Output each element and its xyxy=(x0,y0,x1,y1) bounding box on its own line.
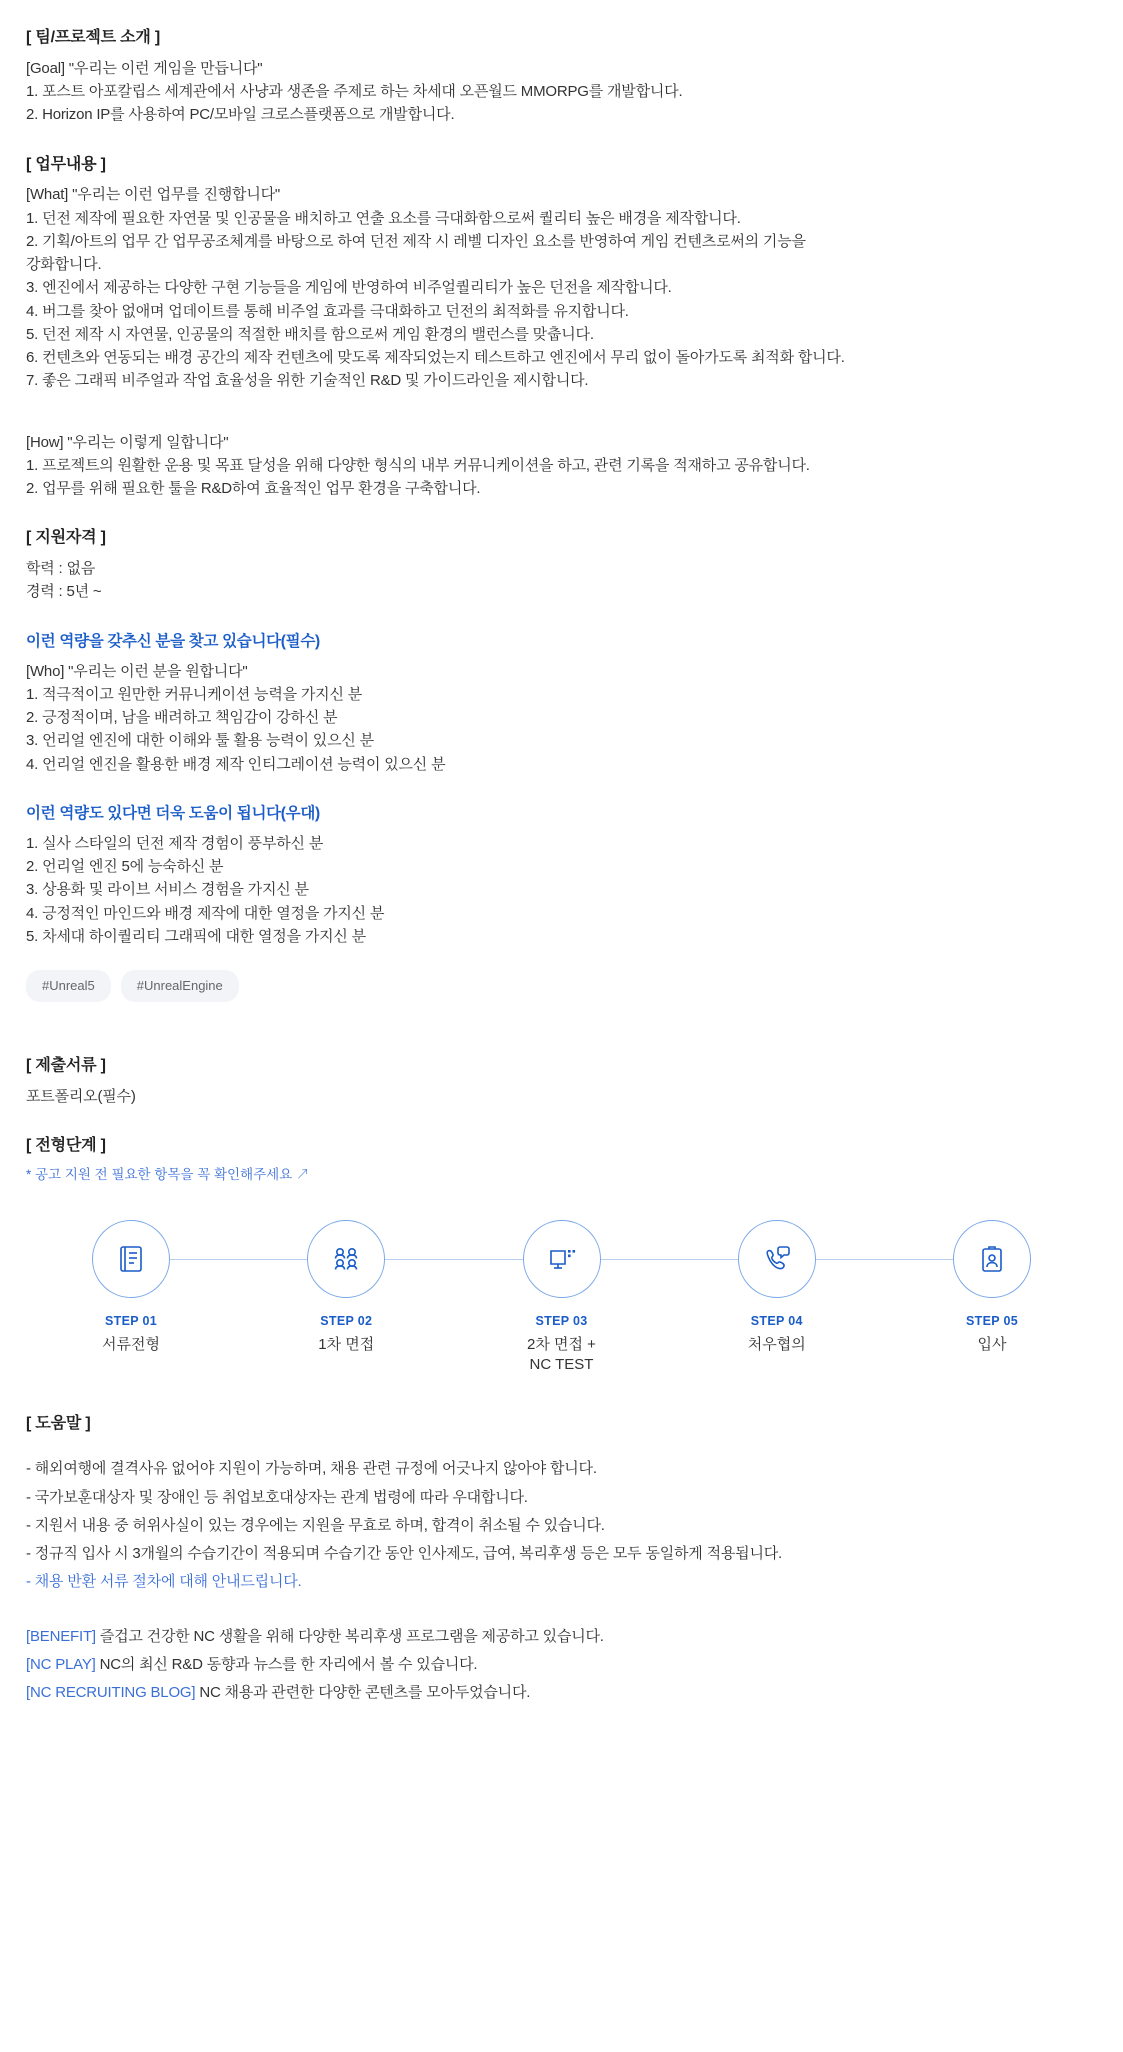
documents-section xyxy=(26,1054,1097,1108)
help-line: - 국가보훈대상자 및 장애인 등 취업보호대상자는 관계 법령에 따라 우대합니다. xyxy=(26,1488,528,1506)
spacer xyxy=(26,604,1097,630)
spacer xyxy=(26,1443,1097,1457)
phone-chat-icon xyxy=(760,1242,794,1276)
preferred-skills-line: 1. 실사 스타일의 던전 제작 경험이 풍부하신 분 xyxy=(26,834,324,852)
process-step-5 xyxy=(917,1220,1067,1374)
id-badge-icon xyxy=(975,1242,1009,1276)
required-skills-section xyxy=(26,630,1097,776)
preferred-skills-line: 4. 긍정적인 마인드와 배경 제작에 대한 열정을 가지신 분 xyxy=(26,904,385,922)
step-number: STEP 05 xyxy=(966,1314,1018,1329)
required-skills-line: 4. 언리얼 엔진을 활용한 배경 제작 인티그레이션 능력이 있으신 분 xyxy=(26,755,446,773)
footer-link-row[interactable] xyxy=(26,1653,1097,1676)
required-skills-line: 2. 긍정적이며, 남을 배려하고 책임감이 강하신 분 xyxy=(26,709,338,727)
work-how-line: 1. 프로젝트의 원활한 운용 및 목표 달성을 위해 다양한 형식의 내부 커뮤니케이션을 하고, 관련 기록을 적재하고 공유합니다. xyxy=(26,456,810,474)
work-what-line: 강화합니다. xyxy=(26,256,102,274)
step-label: 입사 xyxy=(977,1336,1007,1354)
qualification-line: 학력 : 없음 xyxy=(26,560,96,578)
process-step-3 xyxy=(487,1220,637,1374)
help-section xyxy=(26,1412,1097,1593)
step-circle xyxy=(738,1220,816,1298)
step-circle xyxy=(523,1220,601,1298)
intro-line: [Goal] "우리는 이런 게임을 만듭니다" xyxy=(26,59,263,77)
step-label: 1차 면접 xyxy=(318,1336,375,1354)
spacer xyxy=(26,1374,1097,1412)
preferred-skills-section xyxy=(26,802,1097,1002)
footer-link-label[interactable]: [BENEFIT] xyxy=(26,1627,96,1645)
required-skills-heading: 이런 역량을 갖추신 분을 찾고 있습니다(필수) xyxy=(26,632,320,650)
intro-line: 1. 포스트 아포칼립스 세계관에서 사냥과 생존을 주제로 하는 차세대 오픈월드 MMORPG를 개발합니다. xyxy=(26,83,683,101)
footer-link-label[interactable]: [NC RECRUITING BLOG] xyxy=(26,1684,196,1701)
step-label: 처우협의 xyxy=(747,1336,806,1354)
qualification-heading: [ 지원자격 ] xyxy=(26,529,106,547)
spacer xyxy=(26,500,1097,526)
preferred-skills-line: 5. 차세대 하이퀄리티 그래픽에 대한 열정을 가지신 분 xyxy=(26,927,366,945)
footer-link-text: NC 채용과 관련한 다양한 콘텐츠를 모아두었습니다. xyxy=(195,1684,531,1701)
step-circle xyxy=(307,1220,385,1298)
documents-line: 포트폴리오(필수) xyxy=(26,1088,136,1106)
work-what-line: 3. 엔진에서 제공하는 다양한 구현 기능들을 게임에 반영하여 비주얼퀄리티가 높은 던전을 제작합니다. xyxy=(26,279,672,297)
tag-item[interactable]: #UnrealEngine xyxy=(121,970,239,1002)
tag-item[interactable]: #Unreal5 xyxy=(26,970,111,1002)
step-label xyxy=(487,1335,637,1374)
tag-list xyxy=(26,970,1097,1002)
process-note-link[interactable]: * 공고 지원 전 필요한 항목을 꼭 확인해주세요 ↗ xyxy=(26,1167,310,1183)
work-how-line: [How] "우리는 이렇게 일합니다" xyxy=(26,433,229,451)
step-number: STEP 04 xyxy=(750,1314,803,1329)
footer-link-row[interactable] xyxy=(26,1625,1097,1648)
step-label-line1: 2차 면접 + xyxy=(527,1336,596,1354)
spacer xyxy=(26,393,1097,431)
step-number: STEP 01 xyxy=(105,1314,157,1329)
footer-link-label[interactable]: [NC PLAY] xyxy=(26,1655,96,1673)
intro-heading: [ 팀/프로젝트 소개 ] xyxy=(26,29,161,46)
footer-links-section xyxy=(26,1625,1097,1705)
work-how-line: 2. 업무를 위해 필요한 툴을 R&D하여 효율적인 업무 환경을 구축합니다. xyxy=(26,480,481,498)
preferred-skills-heading: 이런 역량도 있다면 더욱 도움이 됩니다(우대) xyxy=(26,804,320,822)
intro-line: 2. Horizon IP를 사용하여 PC/모바일 크로스플랫폼으로 개발합니다. xyxy=(26,106,455,124)
intro-section xyxy=(26,26,1097,127)
step-circle xyxy=(92,1220,170,1298)
help-link-line[interactable]: - 채용 반환 서류 절차에 대해 안내드립니다. xyxy=(26,1573,302,1591)
qualification-line: 경력 : 5년 ~ xyxy=(26,583,102,601)
work-what-line: 1. 던전 제작에 필요한 자연물 및 인공물을 배치하고 연출 요소를 극대화함으로써 퀄리티 높은 배경을 제작합니다. xyxy=(26,209,741,227)
process-steps xyxy=(26,1220,1097,1374)
footer-link-text: NC의 최신 R&D 동향과 뉴스를 한 자리에서 볼 수 있습니다. xyxy=(95,1655,478,1673)
spacer xyxy=(26,1002,1097,1054)
work-what-line: 7. 좋은 그래픽 비주얼과 작업 효율성을 위한 기술적인 R&D 및 가이드라인을 제시합니다. xyxy=(26,372,589,390)
work-what-line: 6. 컨텐츠와 연동되는 배경 공간의 제작 컨텐츠에 맞도록 제작되었는지 테스트하고 엔진에서 무리 없이 돌아가도록 최적화 합니다. xyxy=(26,349,845,367)
required-skills-line: [Who] "우리는 이런 분을 원합니다" xyxy=(26,662,248,680)
qualification-section xyxy=(26,526,1097,603)
required-skills-line: 3. 언리얼 엔진에 대한 이해와 툴 활용 능력이 있으신 분 xyxy=(26,732,374,750)
process-section xyxy=(26,1134,1097,1374)
step-number: STEP 03 xyxy=(535,1314,588,1329)
help-line: - 정규직 입사 시 3개월의 수습기간이 적용되며 수습기간 동안 인사제도, 급여, 복리후생 등은 모두 동일하게 적용됩니다. xyxy=(26,1545,782,1562)
preferred-skills-line: 3. 상용화 및 라이브 서비스 경험을 가지신 분 xyxy=(26,881,309,899)
document-icon xyxy=(114,1242,148,1276)
spacer xyxy=(26,1599,1097,1625)
spacer xyxy=(26,127,1097,153)
work-what-line: 2. 기획/아트의 업무 간 업무공조체계를 바탕으로 하여 던전 제작 시 레벨 디자인 요소를 반영하여 게임 컨텐츠로써의 기능을 xyxy=(26,232,806,250)
preferred-skills-line: 2. 언리얼 엔진 5에 능숙하신 분 xyxy=(26,858,224,876)
required-skills-line: 1. 적극적이고 원만한 커뮤니케이션 능력을 가지신 분 xyxy=(26,685,363,703)
work-heading: [ 업무내용 ] xyxy=(26,155,106,173)
process-heading: [ 전형단계 ] xyxy=(26,1137,106,1155)
step-label: 서류전형 xyxy=(102,1336,160,1354)
work-what-line: [What] "우리는 이런 업무를 진행합니다" xyxy=(26,186,281,204)
step-circle xyxy=(953,1220,1031,1298)
documents-heading: [ 제출서류 ] xyxy=(26,1057,106,1075)
step-label-line2: NC TEST xyxy=(529,1355,594,1373)
people-icon xyxy=(329,1242,363,1276)
footer-link-text: 즐겁고 건강한 NC 생활을 위해 다양한 복리후생 프로그램을 제공하고 있습니다. xyxy=(95,1627,604,1645)
work-what-line: 4. 버그를 찾아 없애며 업데이트를 통해 비주얼 효과를 극대화하고 던전의 최적화를 유지합니다. xyxy=(26,302,629,320)
spacer xyxy=(26,776,1097,802)
help-line: - 지원서 내용 중 허위사실이 있는 경우에는 지원을 무효로 하며, 합격이 취소될 수 있습니다. xyxy=(26,1516,605,1534)
work-what-line: 5. 던전 제작 시 자연물, 인공물의 적절한 배치를 함으로써 게임 환경의 밸런스를 맞춥니다. xyxy=(26,325,594,343)
help-heading: [ 도움말 ] xyxy=(26,1415,91,1433)
footer-link-row[interactable] xyxy=(26,1681,1097,1704)
spacer xyxy=(26,1108,1097,1134)
process-step-1 xyxy=(56,1220,206,1374)
process-step-2 xyxy=(271,1220,421,1374)
monitor-icon xyxy=(545,1242,579,1276)
step-number: STEP 02 xyxy=(320,1314,373,1329)
process-step-4 xyxy=(702,1220,852,1374)
work-section xyxy=(26,153,1097,501)
help-line: - 해외여행에 결격사유 없어야 지원이 가능하며, 채용 관련 규정에 어긋나지 않아야 합니다. xyxy=(26,1460,597,1478)
